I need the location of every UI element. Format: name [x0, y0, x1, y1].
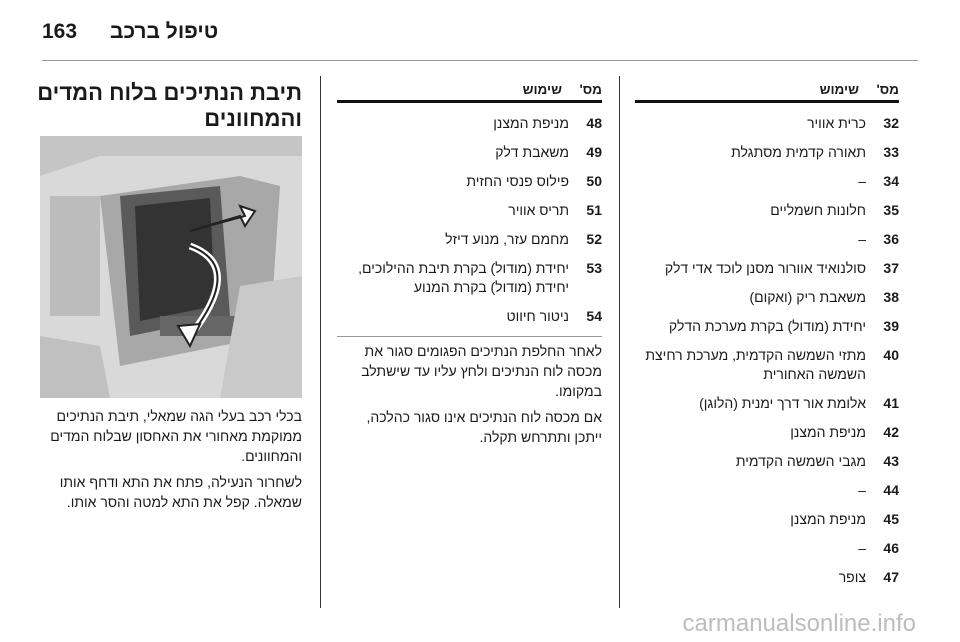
- fuse-table-right: [635, 78, 899, 587]
- fuse-usage: יחידת (מודול) בקרת תיבת ההילוכים, יחידת (מודול) בקרת המנוע: [358, 260, 569, 295]
- table-header: [635, 78, 899, 103]
- column-divider-right: [619, 76, 620, 608]
- fuse-number: 32: [883, 115, 899, 131]
- fuse-usage: סולנואיד אוורור מסנן לוכד אדי דלק: [664, 260, 866, 276]
- fuse-usage: מניפת המצנן: [790, 511, 866, 527]
- fuse-number: 39: [883, 318, 899, 334]
- table-header: [337, 78, 602, 103]
- fuse-number: 34: [883, 173, 899, 189]
- table-row: [635, 259, 899, 278]
- paragraph-location: בכלי רכב בעלי הגה שמאלי, תיבת הנתיכים ממוקמת מאחורי את האחסון שבלוח המדים והמחוונים.: [50, 408, 302, 464]
- table-row: [635, 481, 899, 500]
- note-malfunction: אם מכסה לוח הנתיכים אינו סגור כהלכה, ייתכן ותתרחש תקלה.: [366, 409, 602, 445]
- fuse-number: 33: [883, 144, 899, 160]
- fuse-number: 44: [883, 482, 899, 498]
- table-row: [337, 114, 602, 133]
- fuse-usage: –: [858, 482, 866, 498]
- table-row: [337, 172, 602, 191]
- fuse-usage: מחמם עזר, מנוע דיזל: [445, 231, 569, 247]
- fuse-usage: פילוס פנסי החזית: [466, 173, 569, 189]
- table-row: [635, 143, 899, 162]
- fuse-number: 52: [586, 231, 602, 247]
- page-header: [0, 0, 960, 62]
- header-rule: [42, 60, 918, 61]
- fuse-number: 42: [883, 424, 899, 440]
- table-row: [337, 201, 602, 220]
- table-row: [635, 230, 899, 249]
- fuse-number: 53: [586, 260, 602, 276]
- table-row: [635, 346, 899, 384]
- fuse-number: 47: [883, 569, 899, 585]
- fuse-usage: ניטור חיווט: [506, 308, 569, 324]
- fuse-usage: מגבי השמשה הקדמית: [735, 453, 866, 469]
- fuse-number: 37: [883, 260, 899, 276]
- section-title: תיבת הנתיכים בלוח המדים והמחוונים: [37, 80, 302, 131]
- fuse-number: 35: [883, 202, 899, 218]
- fuse-number: 49: [586, 144, 602, 160]
- header-usage: שימוש: [522, 82, 562, 97]
- fuse-usage: אלומת אור דרך ימנית (הלוגן): [699, 395, 866, 411]
- table-row: [635, 317, 899, 336]
- fuse-usage: מתזי השמשה הקדמית, מערכת רחיצת השמשה האחורית: [645, 347, 866, 382]
- fuse-number: 45: [883, 511, 899, 527]
- table-row: [337, 259, 602, 297]
- header-usage: שימוש: [819, 82, 859, 97]
- fuse-number: 48: [586, 115, 602, 131]
- table-row: [337, 230, 602, 249]
- table-row: [635, 114, 899, 133]
- section-body: [38, 406, 302, 518]
- fuse-number: 54: [586, 308, 602, 324]
- page-number: 163: [42, 20, 78, 43]
- table-row: [635, 510, 899, 529]
- header-number: מס': [876, 82, 899, 97]
- fuse-number: 40: [883, 347, 899, 363]
- fuse-number: 38: [883, 289, 899, 305]
- fuse-number: 46: [883, 540, 899, 556]
- fuse-box-photo: [40, 136, 302, 398]
- fuse-table-middle: [337, 78, 602, 447]
- paragraph-release: לשחרור הנעילה, פתח את התא ודחף אותו שמאלה. קפל את התא למטה והסר אותו.: [59, 474, 302, 510]
- table-row: [635, 172, 899, 191]
- fuse-number: 50: [586, 173, 602, 189]
- fuse-usage: מניפת המצנן: [790, 424, 866, 440]
- fuse-usage: –: [858, 540, 866, 556]
- table-row: [635, 288, 899, 307]
- table-row: [635, 423, 899, 442]
- fuse-usage: תריס אוויר: [508, 202, 569, 218]
- fuse-usage: תאורה קדמית מסתגלת: [731, 144, 866, 160]
- header-number: מס': [579, 82, 602, 97]
- page-title: טיפול ברכב: [110, 20, 219, 43]
- table-row: [635, 394, 899, 413]
- fuse-usage: חלונות חשמליים: [770, 202, 866, 218]
- table-rows: [337, 114, 602, 326]
- table-rows: [635, 114, 899, 587]
- table-row: [635, 201, 899, 220]
- fuse-usage: –: [858, 231, 866, 247]
- note-close-cover: לאחר החלפת הנתיכים הפגומים סגור את מכסה לוח הנתיכים ולחץ עליו עד שישתלב במקומו.: [337, 336, 602, 401]
- fuse-usage: יחידת (מודול) בקרת מערכת הדלק: [668, 318, 866, 334]
- table-row: [337, 307, 602, 326]
- table-row: [635, 452, 899, 471]
- fuse-number: 51: [586, 202, 602, 218]
- table-row: [635, 539, 899, 558]
- fuse-usage: משאבת דלק: [495, 144, 569, 160]
- fuse-usage: מניפת המצנן: [493, 115, 569, 131]
- table-row: [635, 568, 899, 587]
- fuse-usage: כרית אוויר: [807, 115, 866, 131]
- fuse-usage: משאבת ריק (ואקום): [749, 289, 866, 305]
- fuse-number: 43: [883, 453, 899, 469]
- fuse-number: 36: [883, 231, 899, 247]
- fuse-usage: –: [858, 173, 866, 189]
- fuse-number: 41: [883, 395, 899, 411]
- watermark: carmanualsonline.info: [682, 610, 916, 637]
- table-row: [337, 143, 602, 162]
- fuse-usage: צופר: [838, 569, 866, 585]
- column-divider-left: [320, 76, 321, 608]
